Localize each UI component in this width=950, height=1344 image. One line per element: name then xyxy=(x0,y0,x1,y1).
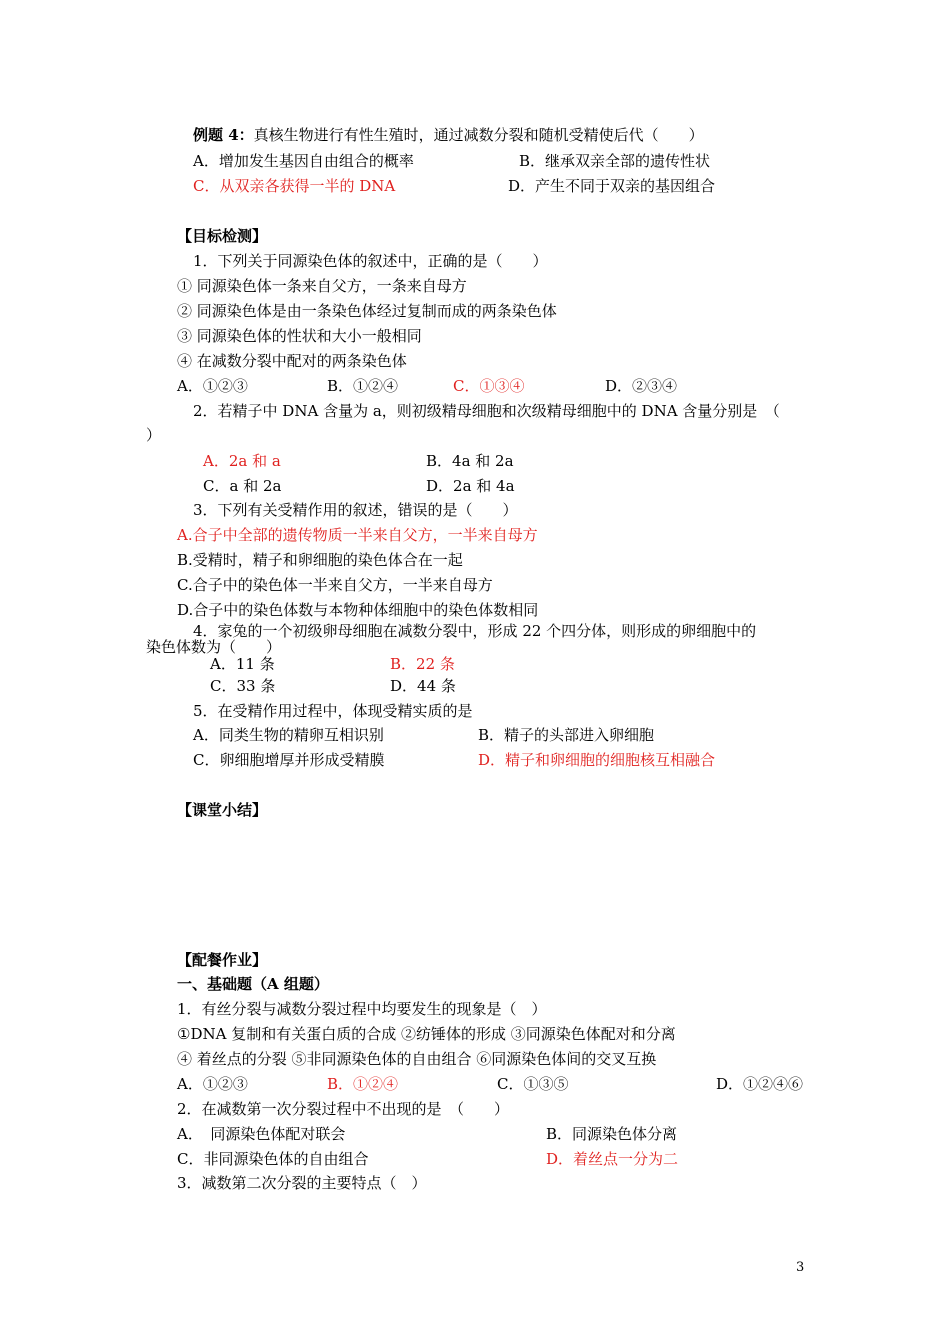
tt-q1-item-4: ④ 在减数分裂中配对的两条染色体 xyxy=(177,352,407,370)
tt-q3-stem: 3．下列有关受精作用的叙述，错误的是（ ） xyxy=(193,501,518,519)
tt-q4-option-c: C．33 条 xyxy=(210,677,276,695)
tt-q1-item-1: ① 同源染色体一条来自父方，一条来自母方 xyxy=(177,277,467,295)
tt-q2-option-d: D．2a 和 4a xyxy=(426,477,515,495)
tt-q3-option-a: A.合子中全部的遗传物质一半来自父方，一半来自母方 xyxy=(177,526,538,544)
tt-q4-option-d: D．44 条 xyxy=(390,677,456,695)
tt-q5-option-a: A．同类生物的精卵互相识别 xyxy=(193,726,384,744)
summary-heading: 【课堂小结】 xyxy=(177,801,268,819)
hw-q3-stem: 3．减数第二次分裂的主要特点（ ） xyxy=(177,1174,427,1192)
tt-q1-option-c: C．①③④ xyxy=(453,377,525,395)
example4-question xyxy=(193,125,704,145)
tt-q5-option-c: C．卵细胞增厚并形成受精膜 xyxy=(193,751,385,769)
example4-option-b: B．继承双亲全部的遗传性状 xyxy=(519,152,711,170)
example4-label: 例题 4： xyxy=(193,126,254,144)
hw-q1-option-d: D．①②④⑥ xyxy=(716,1075,804,1093)
tt-q1-stem: 1．下列关于同源染色体的叙述中，正确的是（ ） xyxy=(193,252,548,270)
hw-q2-option-b: B．同源染色体分离 xyxy=(546,1125,678,1143)
tt-q1-item-2: ② 同源染色体是由一条染色体经过复制而成的两条染色体 xyxy=(177,302,557,320)
tt-q4-stem: 4．家兔的一个初级卵母细胞在减数分裂中，形成 22 个四分体，则形成的卵细胞中的 xyxy=(193,622,757,640)
hw-q1-option-c: C．①③⑤ xyxy=(497,1075,569,1093)
tt-q4-option-a: A．11 条 xyxy=(210,655,275,673)
tt-q5-stem: 5．在受精作用过程中，体现受精实质的是 xyxy=(193,702,473,720)
homework-section-heading: 一、基础题（A 组题） xyxy=(177,975,329,993)
tt-q4-option-b: B．22 条 xyxy=(390,655,455,673)
tt-q2-option-c: C．a 和 2a xyxy=(203,477,282,495)
tt-q1-option-d: D．②③④ xyxy=(605,377,678,395)
example4-option-d: D．产生不同于双亲的基因组合 xyxy=(508,177,716,195)
tt-q2-option-a: A．2a 和 a xyxy=(203,452,281,470)
tt-q3-option-d: D.合子中的染色体数与本物种体细胞中的染色体数相同 xyxy=(177,601,539,619)
hw-q2-option-d: D．着丝点一分为二 xyxy=(546,1150,679,1168)
tt-q3-option-b: B.受精时，精子和卵细胞的染色体合在一起 xyxy=(177,551,463,569)
hw-q2-option-c: C．非同源染色体的自由组合 xyxy=(177,1150,369,1168)
example4-option-c: C．从双亲各获得一半的 DNA xyxy=(193,177,396,195)
example4-stem: 真核生物进行有性生殖时，通过减数分裂和随机受精使后代（ ） xyxy=(253,126,704,144)
tt-q1-option-b: B．①②④ xyxy=(327,377,399,395)
tt-q3-option-c: C.合子中的染色体一半来自父方，一半来自母方 xyxy=(177,576,493,594)
hw-q1-option-b: B．①②④ xyxy=(327,1075,399,1093)
tt-q2-stem-end: ） xyxy=(146,426,162,444)
tt-q5-option-d: D．精子和卵细胞的细胞核互相融合 xyxy=(478,751,716,769)
hw-q1-option-a: A．①②③ xyxy=(177,1075,248,1093)
tt-q1-option-a: A．①②③ xyxy=(177,377,248,395)
tt-q4-stem-cont: 染色体数为（ ） xyxy=(146,638,282,656)
hw-q2-option-a: A． 同源染色体配对联会 xyxy=(177,1125,346,1143)
example4-option-a: A．增加发生基因自由组合的概率 xyxy=(193,152,414,170)
hw-q1-stem: 1．有丝分裂与减数分裂过程中均要发生的现象是（ ） xyxy=(177,1000,547,1018)
tt-q1-item-3: ③ 同源染色体的性状和大小一般相同 xyxy=(177,327,422,345)
hw-q1-line1: ①DNA 复制和有关蛋白质的合成 ②纺锤体的形成 ③同源染色体配对和分离 xyxy=(177,1025,676,1043)
tt-q2-option-b: B．4a 和 2a xyxy=(426,452,514,470)
hw-q2-stem: 2．在减数第一次分裂过程中不出现的是 （ ） xyxy=(177,1100,510,1118)
tt-q5-option-b: B．精子的头部进入卵细胞 xyxy=(478,726,655,744)
homework-heading: 【配餐作业】 xyxy=(177,951,268,969)
page-number: 3 xyxy=(796,1260,805,1275)
hw-q1-line2: ④ 着丝点的分裂 ⑤非同源染色体的自由组合 ⑥同源染色体间的交叉互换 xyxy=(177,1050,657,1068)
tt-q2-stem: 2．若精子中 DNA 含量为 a，则初级精母细胞和次级精母细胞中的 DNA 含量分别是 （ xyxy=(193,402,780,420)
target-test-heading: 【目标检测】 xyxy=(177,227,268,245)
